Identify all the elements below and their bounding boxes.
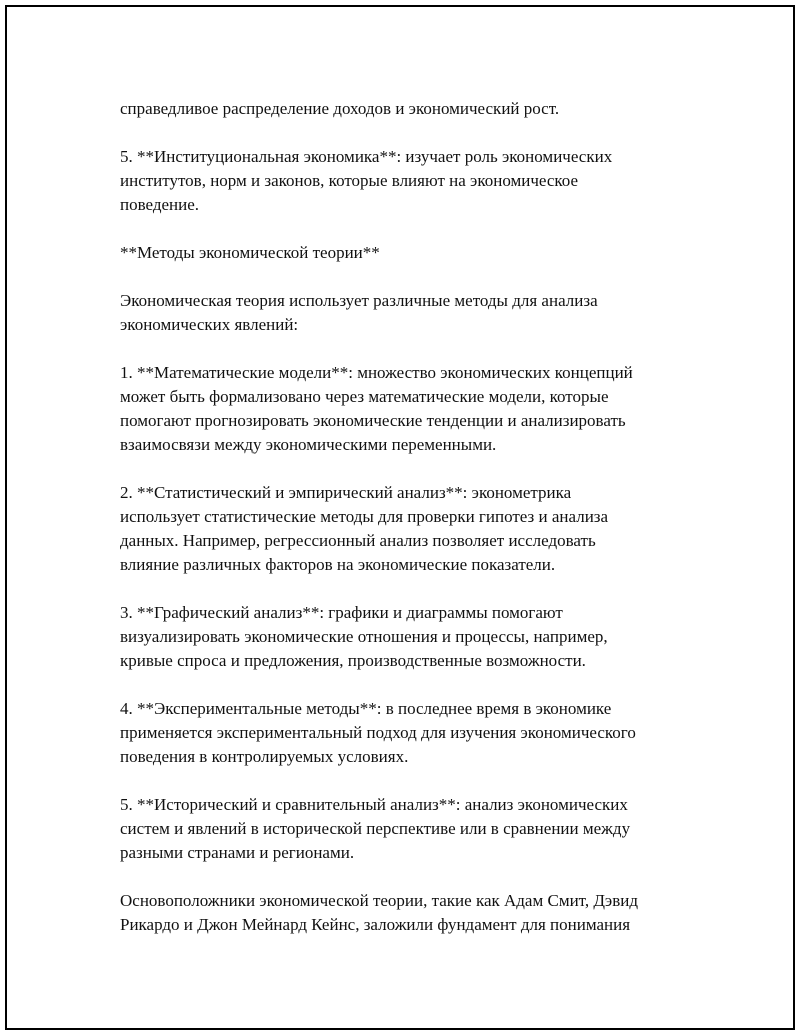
section-heading-methods: **Методы экономической теории** xyxy=(120,243,380,262)
paragraph-statistical-analysis: 2. **Статистический и эмпирический анализ**: эконометрика использует статистические методы для проверки гипотез и анализа данных. Например, регрессионный анализ позволяет исследовать влияние различных факторов на экономические показатели. xyxy=(120,483,609,574)
paragraph-historical-analysis: 5. **Исторический и сравнительный анализ**: анализ экономических систем и явлений в исторической перспективе или в сравнении между разными странами и регионами. xyxy=(120,795,631,862)
paragraph-intro-continuation: справедливое распределение доходов и экономический рост. xyxy=(120,99,560,118)
paragraph-methods-intro: Экономическая теория использует различные методы для анализа экономических явлений: xyxy=(120,291,598,334)
paragraph-math-models: 1. **Математические модели**: множество экономических концепций может быть формализовано через математические модели, которые помогают прогнозировать экономические тенденции и анализировать взаимосвязи между экономическими переменными. xyxy=(120,363,633,454)
document-body xyxy=(120,97,720,961)
paragraph-founders: Основоположники экономической теории, такие как Адам Смит, Дэвид Рикардо и Джон Мейнард Кейнс, заложили фундамент для понимания xyxy=(120,891,638,934)
paragraph-institutional-economics: 5. **Институциональная экономика**: изучает роль экономических институтов, норм и законов, которые влияют на экономическое поведение. xyxy=(120,147,613,214)
page-frame xyxy=(5,5,795,1030)
paragraph-experimental-methods: 4. **Экспериментальные методы**: в последнее время в экономике применяется экспериментальный подход для изучения экономического поведения в контролируемых условиях. xyxy=(120,699,636,766)
paragraph-graphical-analysis: 3. **Графический анализ**: графики и диаграммы помогают визуализировать экономические отношения и процессы, например, кривые спроса и предложения, производственные возможности. xyxy=(120,603,608,670)
